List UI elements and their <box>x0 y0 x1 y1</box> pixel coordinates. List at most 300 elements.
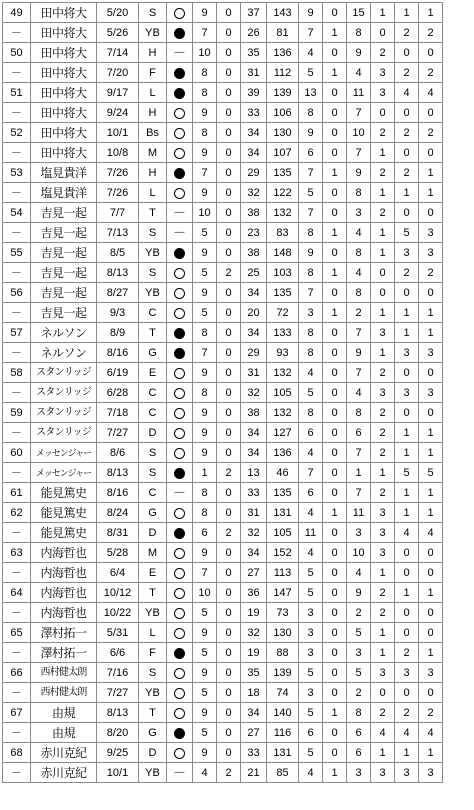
cell-bb: 9 <box>347 163 371 183</box>
cell-ip: 9 <box>193 103 217 123</box>
cell-h: 4 <box>299 543 323 563</box>
cell-ipf: 0 <box>217 383 241 403</box>
cell-bb: 3 <box>347 763 371 783</box>
cell-result <box>167 423 193 443</box>
cell-result <box>167 103 193 123</box>
cell-runs: 4 <box>395 523 419 543</box>
cell-so: 1 <box>371 343 395 363</box>
cell-hr: 0 <box>323 3 347 23</box>
cell-date: 8/27 <box>97 283 139 303</box>
cell-so: 4 <box>371 723 395 743</box>
cell-runs: 2 <box>395 163 419 183</box>
cell-er: 4 <box>419 83 443 103</box>
cell-runs: 0 <box>395 203 419 223</box>
cell-bf: 36 <box>241 583 267 603</box>
cell-bb: 4 <box>347 383 371 403</box>
cell-no: － <box>3 303 31 323</box>
cell-result <box>167 123 193 143</box>
cell-pitches: 140 <box>267 703 299 723</box>
cell-result <box>167 523 193 543</box>
cell-hr: 0 <box>323 203 347 223</box>
cell-date: 8/16 <box>97 483 139 503</box>
cell-ip: 9 <box>193 703 217 723</box>
cell-bb: 5 <box>347 623 371 643</box>
cell-pitches: 135 <box>267 283 299 303</box>
cell-runs: 0 <box>395 603 419 623</box>
loss-mark-icon <box>174 648 185 659</box>
cell-bb: 11 <box>347 83 371 103</box>
cell-bf: 13 <box>241 463 267 483</box>
cell-date: 10/12 <box>97 583 139 603</box>
table-row <box>3 583 443 603</box>
cell-runs: 4 <box>395 83 419 103</box>
cell-bb: 3 <box>347 203 371 223</box>
cell-pitcher: 西村健太朗 <box>31 683 97 703</box>
cell-date: 7/27 <box>97 423 139 443</box>
cell-hr: 0 <box>323 123 347 143</box>
cell-hr: 0 <box>323 643 347 663</box>
cell-date: 7/26 <box>97 163 139 183</box>
cell-runs: 0 <box>395 403 419 423</box>
cell-ip: 8 <box>193 383 217 403</box>
cell-bb: 4 <box>347 223 371 243</box>
cell-h: 3 <box>299 683 323 703</box>
cell-runs: 0 <box>395 623 419 643</box>
cell-er: 1 <box>419 443 443 463</box>
cell-ipf: 2 <box>217 463 241 483</box>
table-row <box>3 603 443 623</box>
cell-er: 1 <box>419 163 443 183</box>
cell-no: － <box>3 643 31 663</box>
cell-hr: 0 <box>323 663 347 683</box>
cell-pitches: 148 <box>267 243 299 263</box>
cell-h: 4 <box>299 363 323 383</box>
cell-so: 3 <box>371 323 395 343</box>
table-row <box>3 283 443 303</box>
cell-so: 1 <box>371 303 395 323</box>
cell-hr: 0 <box>323 683 347 703</box>
cell-result <box>167 343 193 363</box>
cell-pitches: 106 <box>267 103 299 123</box>
cell-bf: 31 <box>241 503 267 523</box>
cell-stadium: M <box>139 143 167 163</box>
table-row <box>3 483 443 503</box>
cell-result <box>167 643 193 663</box>
cell-so: 1 <box>371 743 395 763</box>
cell-h: 11 <box>299 523 323 543</box>
cell-date: 7/18 <box>97 403 139 423</box>
cell-h: 6 <box>299 483 323 503</box>
cell-bf: 34 <box>241 323 267 343</box>
cell-no: 52 <box>3 123 31 143</box>
cell-date: 8/20 <box>97 723 139 743</box>
cell-hr: 1 <box>323 63 347 83</box>
cell-hr: 0 <box>323 603 347 623</box>
cell-bb: 7 <box>347 483 371 503</box>
cell-bf: 33 <box>241 103 267 123</box>
cell-pitches: 152 <box>267 543 299 563</box>
cell-no: 61 <box>3 483 31 503</box>
cell-pitches: 131 <box>267 743 299 763</box>
cell-date: 8/16 <box>97 343 139 363</box>
cell-runs: 0 <box>395 43 419 63</box>
cell-no: － <box>3 423 31 443</box>
cell-bf: 33 <box>241 743 267 763</box>
cell-bf: 35 <box>241 43 267 63</box>
cell-bb: 9 <box>347 343 371 363</box>
table-row <box>3 263 443 283</box>
cell-result <box>167 683 193 703</box>
cell-no: 53 <box>3 163 31 183</box>
cell-so: 1 <box>371 463 395 483</box>
cell-result <box>167 463 193 483</box>
cell-so: 2 <box>371 123 395 143</box>
cell-er: 2 <box>419 703 443 723</box>
cell-stadium: YB <box>139 243 167 263</box>
cell-ip: 8 <box>193 63 217 83</box>
cell-bf: 32 <box>241 623 267 643</box>
loss-mark-icon <box>174 88 185 99</box>
cell-hr: 1 <box>323 763 347 783</box>
cell-bb: 11 <box>347 503 371 523</box>
loss-mark-icon <box>174 728 185 739</box>
cell-stadium: F <box>139 643 167 663</box>
cell-pitches: 139 <box>267 663 299 683</box>
cell-h: 8 <box>299 323 323 343</box>
table-row <box>3 23 443 43</box>
cell-hr: 0 <box>323 363 347 383</box>
cell-result: － <box>167 483 193 503</box>
cell-hr: 0 <box>323 343 347 363</box>
cell-result <box>167 243 193 263</box>
cell-runs: 1 <box>395 743 419 763</box>
cell-ipf: 0 <box>217 183 241 203</box>
cell-ip: 8 <box>193 323 217 343</box>
cell-hr: 0 <box>323 723 347 743</box>
cell-pitches: 132 <box>267 403 299 423</box>
cell-bf: 34 <box>241 443 267 463</box>
cell-ipf: 0 <box>217 563 241 583</box>
cell-bb: 4 <box>347 563 371 583</box>
cell-bb: 2 <box>347 603 371 623</box>
cell-h: 3 <box>299 603 323 623</box>
cell-ipf: 2 <box>217 263 241 283</box>
cell-hr: 0 <box>323 143 347 163</box>
cell-stadium: C <box>139 483 167 503</box>
cell-pitches: 93 <box>267 343 299 363</box>
cell-er: 0 <box>419 143 443 163</box>
cell-result <box>167 143 193 163</box>
cell-stadium: S <box>139 443 167 463</box>
cell-stadium: T <box>139 703 167 723</box>
cell-bf: 32 <box>241 523 267 543</box>
cell-er: 0 <box>419 363 443 383</box>
cell-pitcher: スタンリッジ <box>31 423 97 443</box>
cell-ip: 9 <box>193 443 217 463</box>
cell-bb: 8 <box>347 283 371 303</box>
cell-pitches: 133 <box>267 323 299 343</box>
cell-ipf: 0 <box>217 283 241 303</box>
cell-er: 0 <box>419 43 443 63</box>
cell-bb: 3 <box>347 523 371 543</box>
cell-stadium: C <box>139 403 167 423</box>
cell-er: 4 <box>419 523 443 543</box>
cell-no: 62 <box>3 503 31 523</box>
cell-h: 5 <box>299 663 323 683</box>
cell-pitches: 73 <box>267 603 299 623</box>
cell-pitches: 130 <box>267 123 299 143</box>
cell-pitches: 81 <box>267 23 299 43</box>
cell-stadium: YB <box>139 763 167 783</box>
win-mark-icon <box>174 288 185 299</box>
cell-stadium: S <box>139 223 167 243</box>
cell-date: 7/20 <box>97 63 139 83</box>
cell-pitches: 132 <box>267 203 299 223</box>
cell-result <box>167 263 193 283</box>
cell-so: 2 <box>371 443 395 463</box>
cell-no: － <box>3 183 31 203</box>
cell-runs: 1 <box>395 503 419 523</box>
cell-er: 2 <box>419 63 443 83</box>
cell-er: 0 <box>419 623 443 643</box>
cell-pitcher: 田中将大 <box>31 83 97 103</box>
cell-no: 49 <box>3 3 31 23</box>
cell-date: 7/7 <box>97 203 139 223</box>
cell-h: 6 <box>299 723 323 743</box>
cell-pitches: 107 <box>267 143 299 163</box>
cell-h: 5 <box>299 183 323 203</box>
cell-hr: 0 <box>323 283 347 303</box>
cell-bb: 8 <box>347 243 371 263</box>
cell-pitcher: メッセンジャー <box>31 463 97 483</box>
cell-h: 7 <box>299 23 323 43</box>
table-row <box>3 383 443 403</box>
loss-mark-icon <box>174 68 185 79</box>
cell-pitcher: 田中将大 <box>31 23 97 43</box>
cell-ipf: 0 <box>217 243 241 263</box>
loss-mark-icon <box>174 248 185 259</box>
cell-date: 7/14 <box>97 43 139 63</box>
cell-result: － <box>167 223 193 243</box>
cell-ip: 8 <box>193 483 217 503</box>
cell-pitches: 105 <box>267 523 299 543</box>
cell-date: 10/1 <box>97 763 139 783</box>
cell-pitcher: 澤村拓一 <box>31 643 97 663</box>
cell-bf: 33 <box>241 483 267 503</box>
cell-stadium: D <box>139 423 167 443</box>
cell-ipf: 0 <box>217 103 241 123</box>
cell-bf: 34 <box>241 543 267 563</box>
cell-result <box>167 623 193 643</box>
cell-bf: 18 <box>241 683 267 703</box>
cell-pitcher: 内海哲也 <box>31 603 97 623</box>
cell-pitcher: 西村健太朗 <box>31 663 97 683</box>
cell-bb: 10 <box>347 123 371 143</box>
table-row <box>3 103 443 123</box>
cell-pitcher: スタンリッジ <box>31 403 97 423</box>
cell-stadium: L <box>139 623 167 643</box>
cell-runs: 2 <box>395 643 419 663</box>
cell-hr: 0 <box>323 43 347 63</box>
cell-so: 2 <box>371 483 395 503</box>
table-row <box>3 123 443 143</box>
cell-no: － <box>3 263 31 283</box>
cell-pitches: 136 <box>267 43 299 63</box>
cell-er: 1 <box>419 643 443 663</box>
cell-stadium: S <box>139 263 167 283</box>
cell-pitches: 127 <box>267 423 299 443</box>
cell-pitches: 130 <box>267 623 299 643</box>
cell-ipf: 0 <box>217 683 241 703</box>
cell-so: 3 <box>371 663 395 683</box>
cell-bb: 5 <box>347 663 371 683</box>
cell-bf: 34 <box>241 703 267 723</box>
cell-result <box>167 23 193 43</box>
cell-no: 58 <box>3 363 31 383</box>
cell-pitcher: ネルソン <box>31 343 97 363</box>
cell-stadium: G <box>139 503 167 523</box>
cell-pitcher: 田中将大 <box>31 103 97 123</box>
win-mark-icon <box>174 568 185 579</box>
cell-result <box>167 443 193 463</box>
cell-result <box>167 403 193 423</box>
cell-result <box>167 63 193 83</box>
cell-bf: 31 <box>241 63 267 83</box>
cell-h: 5 <box>299 383 323 403</box>
win-mark-icon <box>174 368 185 379</box>
cell-bb: 1 <box>347 463 371 483</box>
cell-so: 2 <box>371 163 395 183</box>
cell-ip: 7 <box>193 343 217 363</box>
cell-bf: 29 <box>241 163 267 183</box>
cell-h: 3 <box>299 643 323 663</box>
cell-no: 51 <box>3 83 31 103</box>
cell-pitcher: 塩見貴洋 <box>31 163 97 183</box>
cell-bb: 9 <box>347 583 371 603</box>
cell-bf: 25 <box>241 263 267 283</box>
cell-pitcher: 吉見一起 <box>31 303 97 323</box>
cell-pitches: 103 <box>267 263 299 283</box>
cell-h: 4 <box>299 43 323 63</box>
cell-pitches: 136 <box>267 443 299 463</box>
cell-ip: 10 <box>193 203 217 223</box>
cell-no: 66 <box>3 663 31 683</box>
cell-date: 7/16 <box>97 663 139 683</box>
table-row <box>3 463 443 483</box>
table-row <box>3 643 443 663</box>
cell-result <box>167 163 193 183</box>
cell-stadium: L <box>139 83 167 103</box>
cell-runs: 1 <box>395 443 419 463</box>
cell-bb: 15 <box>347 3 371 23</box>
cell-ip: 9 <box>193 403 217 423</box>
cell-no: 50 <box>3 43 31 63</box>
cell-runs: 1 <box>395 303 419 323</box>
cell-pitches: 135 <box>267 483 299 503</box>
cell-ip: 5 <box>193 723 217 743</box>
cell-hr: 1 <box>323 703 347 723</box>
cell-pitches: 112 <box>267 63 299 83</box>
cell-bf: 23 <box>241 223 267 243</box>
cell-ip: 5 <box>193 223 217 243</box>
cell-ipf: 0 <box>217 623 241 643</box>
cell-bf: 34 <box>241 143 267 163</box>
cell-hr: 1 <box>323 303 347 323</box>
cell-er: 4 <box>419 723 443 743</box>
win-mark-icon <box>174 268 185 279</box>
cell-ip: 9 <box>193 423 217 443</box>
cell-bf: 21 <box>241 763 267 783</box>
cell-h: 4 <box>299 443 323 463</box>
table-row <box>3 403 443 423</box>
cell-ip: 8 <box>193 503 217 523</box>
cell-date: 5/31 <box>97 623 139 643</box>
cell-pitches: 113 <box>267 563 299 583</box>
cell-stadium: H <box>139 163 167 183</box>
cell-pitcher: 内海哲也 <box>31 543 97 563</box>
cell-date: 6/4 <box>97 563 139 583</box>
table-row <box>3 623 443 643</box>
cell-pitcher: 能見篤史 <box>31 483 97 503</box>
cell-no: 67 <box>3 703 31 723</box>
cell-er: 1 <box>419 743 443 763</box>
cell-h: 3 <box>299 303 323 323</box>
cell-hr: 0 <box>323 623 347 643</box>
table-row <box>3 563 443 583</box>
cell-er: 0 <box>419 203 443 223</box>
cell-so: 1 <box>371 183 395 203</box>
cell-bf: 19 <box>241 643 267 663</box>
cell-result <box>167 363 193 383</box>
cell-er: 0 <box>419 683 443 703</box>
cell-hr: 0 <box>323 83 347 103</box>
cell-bb: 6 <box>347 723 371 743</box>
cell-so: 3 <box>371 383 395 403</box>
cell-pitcher: 能見篤史 <box>31 523 97 543</box>
table-row <box>3 83 443 103</box>
cell-no: 63 <box>3 543 31 563</box>
cell-so: 1 <box>371 143 395 163</box>
cell-er: 3 <box>419 763 443 783</box>
cell-no: － <box>3 143 31 163</box>
cell-no: 59 <box>3 403 31 423</box>
cell-hr: 0 <box>323 183 347 203</box>
cell-er: 5 <box>419 463 443 483</box>
cell-no: 68 <box>3 743 31 763</box>
loss-mark-icon <box>174 328 185 339</box>
cell-so: 1 <box>371 563 395 583</box>
cell-result <box>167 663 193 683</box>
cell-ipf: 0 <box>217 503 241 523</box>
cell-stadium: M <box>139 543 167 563</box>
stats-table-body <box>3 3 443 783</box>
cell-bb: 7 <box>347 323 371 343</box>
cell-no: － <box>3 383 31 403</box>
cell-er: 1 <box>419 323 443 343</box>
cell-stadium: YB <box>139 283 167 303</box>
cell-ip: 6 <box>193 523 217 543</box>
cell-no: － <box>3 103 31 123</box>
cell-ip: 7 <box>193 563 217 583</box>
cell-runs: 1 <box>395 483 419 503</box>
cell-ip: 5 <box>193 303 217 323</box>
table-row <box>3 163 443 183</box>
cell-hr: 0 <box>323 743 347 763</box>
cell-no: － <box>3 763 31 783</box>
cell-runs: 0 <box>395 543 419 563</box>
cell-ipf: 0 <box>217 43 241 63</box>
cell-bb: 2 <box>347 303 371 323</box>
